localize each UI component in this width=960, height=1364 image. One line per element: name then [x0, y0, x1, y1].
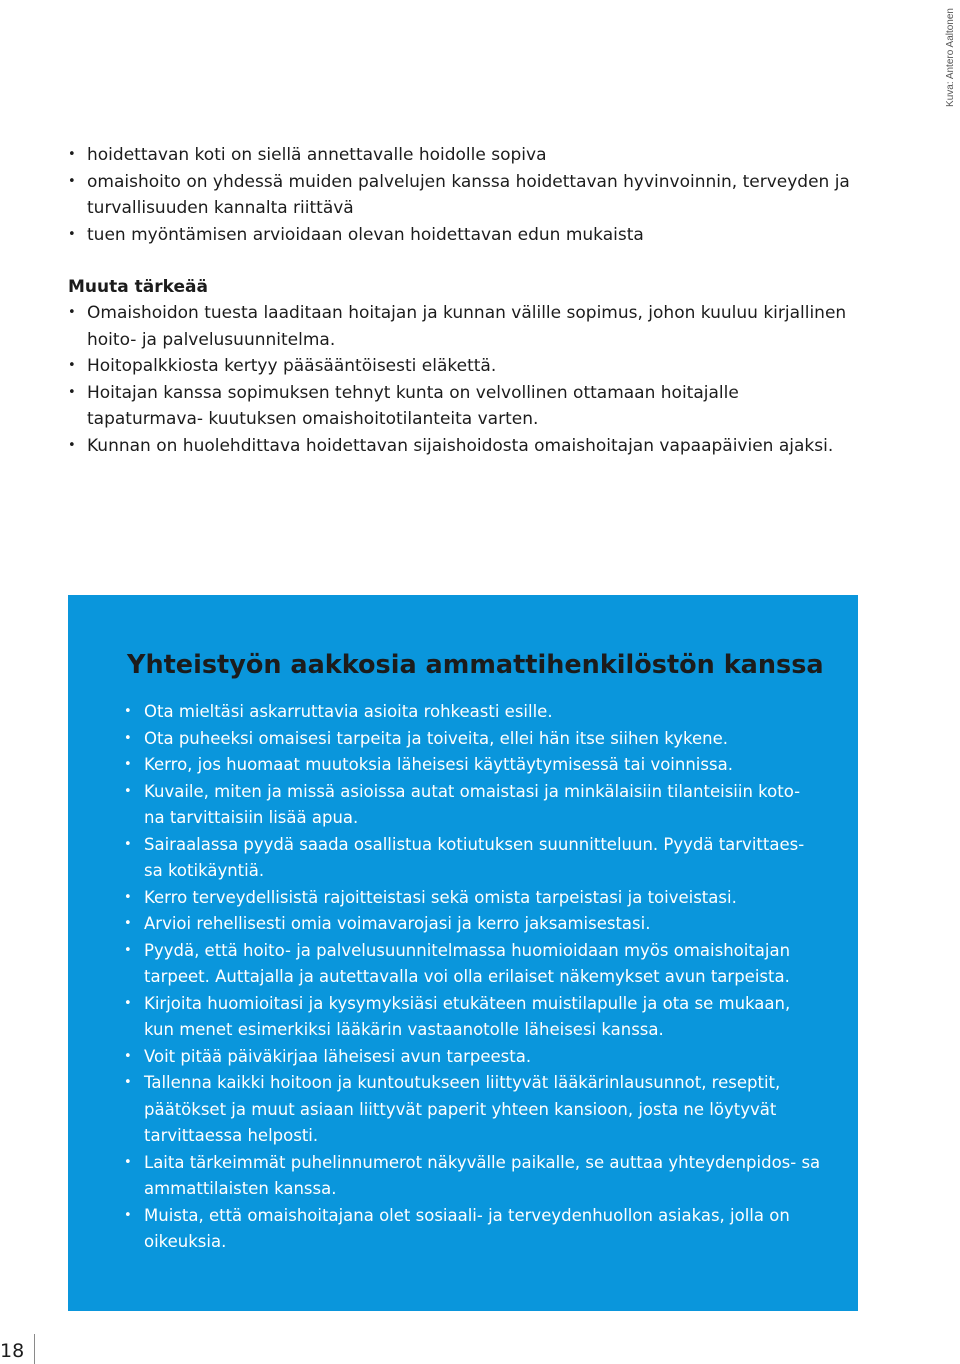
- list-item: • Hoitajan kanssa sopimuksen tehnyt kunta on velvollinen ottamaan hoitajalle tapaturmava- kuutuksen omaishoitotilanteita varten.: [68, 380, 858, 433]
- list-item: • Pyydä, että hoito- ja palvelusuunnitelmassa huomioidaan myös omaishoitajan tarpeet. Auttajalla ja autettavalla voi olla erilaiset näkemykset avun tarpeista.: [124, 938, 824, 991]
- list-item: • tuen myöntämisen arvioidaan olevan hoidettavan edun mukaista: [68, 222, 858, 249]
- page-number: 18: [0, 1340, 25, 1362]
- other-important-list: [68, 300, 858, 459]
- list-item: • Ota puheeksi omaisesi tarpeita ja toiveita, ellei hän itse siihen kykene.: [124, 726, 824, 753]
- section-heading: Muuta tärkeää: [68, 277, 208, 297]
- box-tips-list: [124, 699, 824, 1256]
- list-item: • Sairaalassa pyydä saada osallistua kotiutuksen suunnitteluun. Pyydä tarvittaes- sa kotikäyntiä.: [124, 832, 824, 885]
- photo-credit: Kuva: Antero Aaltonen: [945, 8, 956, 107]
- list-item: • hoidettavan koti on siellä annettavalle hoidolle sopiva: [68, 142, 858, 169]
- box-title: Yhteistyön aakkosia ammattihenkilöstön kanssa: [127, 650, 824, 680]
- list-item: • Kerro terveydellisistä rajoitteistasi sekä omista tarpeistasi ja toiveistasi.: [124, 885, 824, 912]
- list-item: • Ota mieltäsi askarruttavia asioita rohkeasti esille.: [124, 699, 824, 726]
- list-item: • Kerro, jos huomaat muutoksia läheisesi käyttäytymisessä tai voinnissa.: [124, 752, 824, 779]
- criteria-list: [68, 142, 858, 248]
- page-number-divider: [34, 1334, 35, 1364]
- list-item: • Tallenna kaikki hoitoon ja kuntoutukseen liittyvät lääkärinlausunnot, reseptit, päätökset ja muut asiaan liittyvät paperit yhteen kansioon, josta ne löytyvät tarvittaessa helposti.: [124, 1070, 824, 1150]
- list-item: • Kuvaile, miten ja missä asioissa autat omaistasi ja minkälaisiin tilanteisiin koto- na tarvittaisiin lisää apua.: [124, 779, 824, 832]
- list-item: • Voit pitää päiväkirjaa läheisesi avun tarpeesta.: [124, 1044, 824, 1071]
- list-item: • Muista, että omaishoitajana olet sosiaali- ja terveydenhuollon asiakas, jolla on oikeuksia.: [124, 1203, 824, 1256]
- list-item: • Kirjoita huomioitasi ja kysymyksiäsi etukäteen muistilapulle ja ota se mukaan, kun menet esimerkiksi lääkärin vastaanotolle läheisesi kanssa.: [124, 991, 824, 1044]
- list-item: • Kunnan on huolehdittava hoidettavan sijaishoidosta omaishoitajan vapaapäivien ajaksi.: [68, 433, 858, 460]
- list-item: • omaishoito on yhdessä muiden palvelujen kanssa hoidettavan hyvinvoinnin, terveyden ja turvallisuuden kannalta riittävä: [68, 169, 858, 222]
- list-item: • Laita tärkeimmät puhelinnumerot näkyvälle paikalle, se auttaa yhteydenpidos- sa ammattilaisten kanssa.: [124, 1150, 824, 1203]
- list-item: • Omaishoidon tuesta laaditaan hoitajan ja kunnan välille sopimus, johon kuuluu kirjallinen hoito- ja palvelusuunnitelma.: [68, 300, 858, 353]
- list-item: • Arvioi rehellisesti omia voimavarojasi ja kerro jaksamisestasi.: [124, 911, 824, 938]
- list-item: • Hoitopalkkiosta kertyy pääsääntöisesti eläkettä.: [68, 353, 858, 380]
